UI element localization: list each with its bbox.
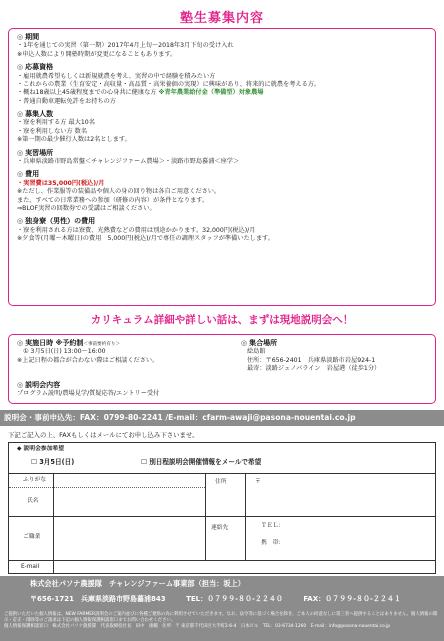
form-note: 下記ご記入の上、FAXもしくはメールにてお申し込み下さいませ。	[8, 431, 199, 439]
section-line: ・雇用就農希望もしくは新規就農を考え、実習の中で経験を積みたい方	[17, 72, 216, 80]
content-value: プログラム説明/農場見学/質疑応答/エントリー受付	[17, 390, 160, 398]
furigana-input[interactable]	[61, 474, 203, 486]
footer-address: 〒656-1721 兵庫県淡路市野島蟇浦843	[30, 595, 166, 603]
tel-label: ＴＥＬ：	[261, 523, 285, 529]
option1-checkbox[interactable]: ☐	[31, 458, 37, 466]
job-label: ご職業	[23, 534, 41, 540]
reservation-note: ※予約制	[55, 339, 84, 347]
section-heading: 応募資格	[25, 63, 54, 72]
bullet-icon: ◎	[17, 148, 24, 157]
bullet-icon: ◎	[17, 63, 24, 72]
place-heading: 集合場所	[249, 339, 278, 347]
briefing-box	[8, 334, 436, 404]
footer-company: 株式会社パソナ農援隊 チャレンジファーム事業部（担当：坂上）	[30, 579, 245, 588]
section-heading: 期間	[25, 33, 40, 41]
section-cost	[17, 170, 427, 213]
postal-mark: 〒	[255, 479, 261, 485]
mobile-label: 携 帯：	[261, 540, 285, 546]
bullet-icon: ◎	[17, 339, 24, 347]
section-line: ・1年を通じての実習（第一期）2017年4月上旬〜2018年3月下旬の受け入れ	[17, 42, 234, 50]
content-heading: 説明会内容	[25, 381, 61, 389]
section-eligibility	[17, 63, 427, 106]
bullet-icon: ◆	[17, 446, 22, 452]
recruitment-box	[8, 28, 436, 306]
name-label: 氏名	[27, 498, 39, 504]
section-line: ・これからの農業（生育安定・高収量・高品質・高栄養価の実現）に興味があり、将来的に就農を考える方。	[17, 80, 321, 88]
application-form	[8, 442, 436, 574]
option2-checkbox[interactable]: ☐	[141, 458, 147, 466]
apply-heading: 説明会参加希望	[23, 446, 65, 452]
section-heading: 費用	[25, 170, 40, 179]
section-heading: 独身寮（男性）の費用	[25, 217, 96, 226]
date-note: ※上記日程の都合が合わない際はご相談ください。	[17, 356, 159, 364]
section-heading: 実習場所	[25, 148, 54, 157]
section-location	[17, 149, 427, 167]
footer-contact: 個人情報保護相談窓口：株式会社パソナ農援隊 代表取締役社長 田中 康輔 住所：〒 東京都千代田区大手町2-6-4 日本ビル TEL：03-6734-1260 E-mail：info@pasona-nouentai.co.jp	[4, 624, 391, 630]
email-input[interactable]	[61, 562, 431, 573]
bullet-icon: ◎	[17, 33, 24, 41]
place-access: 最寄：淡路ジェノバライン 岩屋港（徒歩1分）	[247, 365, 381, 373]
furigana-label: ふりがな	[23, 477, 47, 483]
green-note: ※青年農業給付金（準備型）対象農場	[158, 89, 264, 97]
section-period	[17, 33, 427, 59]
option2-label: 別日程説明会開催情報をメールで希望	[149, 458, 262, 466]
section-line: ※申込人数により開塾時期が変更になることもあります。	[17, 50, 177, 58]
section-line: ・寮を利用される方は寮費、光熱費などの費用は別途かかります。32,000円(税込)/月	[17, 226, 256, 234]
section-line: ※夕食等(月曜〜木曜日)の費用 5,000円(税込)/月で専任の調理スタッフが準備いたします。	[17, 235, 274, 243]
footer-tel: TEL：０７９９-８０-２２４０	[186, 595, 283, 603]
footer-fax: FAX：０７９９-８０-２２４１	[303, 595, 401, 603]
section-line: ・概ね18歳以上45歳程度までの心身共に健康な方	[17, 89, 157, 97]
bullet-icon: ◎	[17, 381, 24, 389]
bullet-icon: ◎	[17, 110, 24, 119]
section-dorm	[17, 217, 427, 243]
section-line: ・寮を利用する方 最大10名	[17, 119, 95, 127]
section-capacity	[17, 110, 427, 145]
footer-privacy: ご提供いただいた個人情報は、NEW FARMER説明会のご案内並びに各種ご連絡の為に利用させていただきます。なお、法令等に基づく場合を除き、ご本人の同意なしに第三者へ提供することはありません。個人情報の開示・訂正・削除等のご請求は下記の個人情報保護相談窓口までお問い合わせください。	[4, 612, 438, 624]
address-label: 住所	[215, 479, 227, 485]
bullet-icon: ◎	[17, 170, 24, 179]
date-value: ① 3月5日(日) 13:00〜16:00	[23, 348, 106, 356]
reservation-small: ＜事前要約有り＞	[83, 342, 121, 347]
section-line: ※第一期の最少催行人数は2名とします。	[17, 136, 131, 144]
contact-label: 連絡先	[211, 525, 229, 531]
section-line: ・寮を利用しない方 数名	[17, 127, 88, 135]
section-line: ⇒BLOF実習の回数券での受講はご相談ください。	[17, 204, 156, 212]
place-name: 絵島館	[247, 348, 266, 356]
bullet-icon: ◎	[241, 339, 248, 347]
section-heading: 募集人数	[25, 110, 54, 119]
curriculum-headline: カリキュラム詳細や詳しい話は、まずは現地説明会へ！	[90, 314, 354, 326]
section-line: ・実習費は35,000円(税込)/月	[17, 179, 105, 187]
section-line: ・兵庫県淡路市野島常盤＜チャレンジファーム農場＞・淡路市野島蟇浦＜座学＞	[17, 157, 240, 165]
name-input[interactable]	[61, 489, 203, 515]
email-label: E-mail	[21, 564, 40, 570]
section-line: ・普通自動車運転免許をお持ちの方	[17, 97, 116, 105]
address-input[interactable]	[265, 475, 433, 515]
place-address: 住所：〒656-2401 兵庫県淡路市岩屋924-1	[247, 356, 376, 364]
page-title: 塾生募集内容	[179, 11, 264, 26]
fax-bar: 説明会・事前申込先：FAX：0799-80-2241 /E-mail：cfarm-awaji@pasona-nouentai.co.jp	[0, 410, 444, 426]
job-input[interactable]	[61, 518, 203, 558]
option1-label: 3月5日(日)	[39, 458, 75, 466]
section-line: ※ただし、作業服等の装備品や個人の身の回り物は各自ご用意ください。	[17, 188, 221, 196]
section-line: また、すべての日常業務への参加（研修の内容）が条件となります。	[17, 196, 209, 204]
footer	[0, 576, 444, 641]
date-heading: 実施日時	[25, 339, 54, 347]
bullet-icon: ◎	[17, 217, 24, 226]
